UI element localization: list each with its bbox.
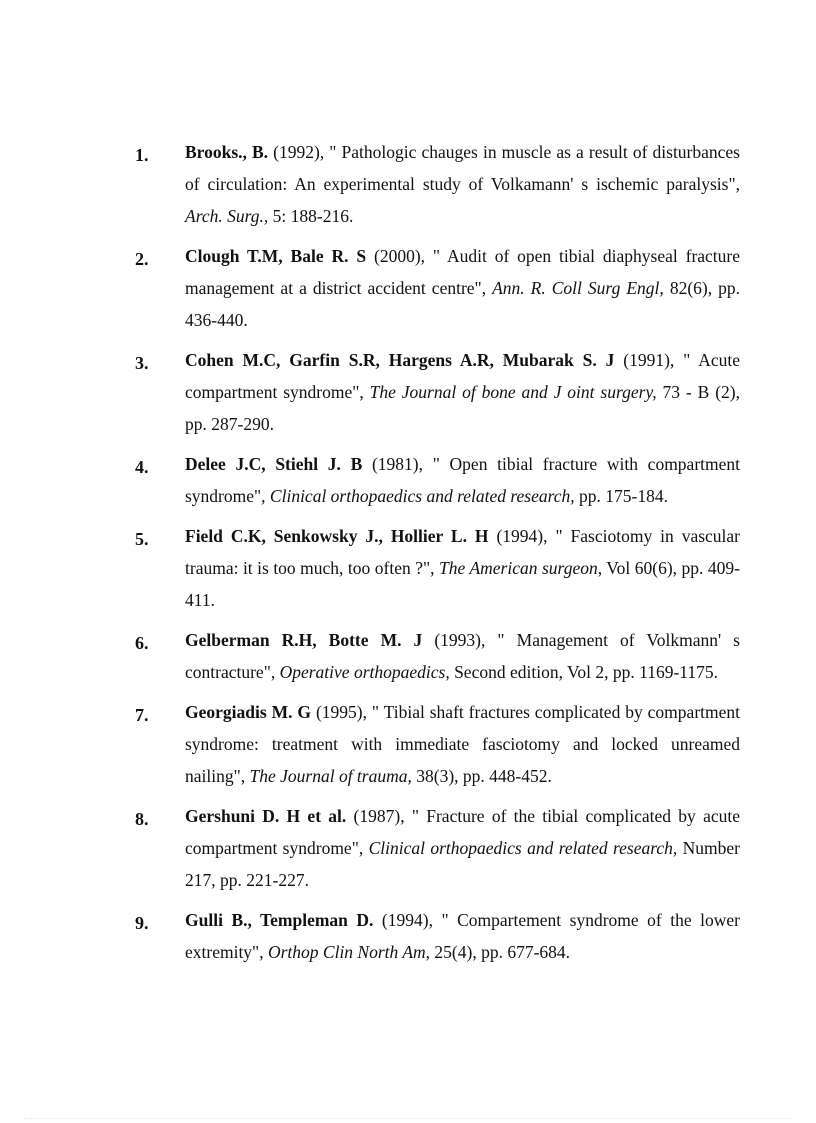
reference-year: (1987), (346, 806, 405, 826)
reference-item (130, 240, 740, 336)
reference-details: pp. 175-184. (574, 486, 668, 506)
reference-title: " Management of Volkmann' s contracture", (185, 630, 740, 682)
reference-number: 3. (135, 353, 149, 373)
reference-title: " Compartement syndrome of the lower extremity", (185, 910, 740, 962)
reference-number: 6. (135, 633, 149, 653)
reference-authors: Field C.K, Senkowsky J., Hollier L. H (185, 526, 489, 546)
reference-text (185, 696, 740, 792)
reference-details: 25(4), pp. 677-684. (430, 942, 571, 962)
reference-text (185, 520, 740, 616)
reference-item (130, 448, 740, 512)
reference-title: " Fracture of the tibial complicated by acute compartment syndrome", (185, 806, 740, 858)
page-bottom-divider (24, 1118, 792, 1119)
reference-title: " Pathologic chauges in muscle as a result of disturbances of circulation: An experimental study of Volkamann' s ischemic paralysis", (185, 142, 740, 194)
reference-text (185, 904, 740, 968)
reference-text (185, 240, 740, 336)
reference-year: (1991), (614, 350, 675, 370)
reference-text (185, 344, 740, 440)
reference-authors: Cohen M.C, Garfin S.R, Hargens A.R, Mubarak S. J (185, 350, 615, 370)
reference-authors: Clough T.M, Bale R. S (185, 246, 367, 266)
reference-details: Second edition, Vol 2, pp. 1169-1175. (449, 662, 719, 682)
reference-year: (1995), (311, 702, 367, 722)
reference-number: 8. (135, 809, 149, 829)
reference-item (130, 904, 740, 968)
reference-journal: Ann. R. Coll Surg Engl, (492, 278, 664, 298)
reference-item (130, 696, 740, 792)
reference-item (130, 520, 740, 616)
reference-year: (2000), (366, 246, 426, 266)
reference-title: " Tibial shaft fractures complicated by compartment syndrome: treatment with immediate fasciotomy and locked unreamed nailing", (185, 702, 740, 786)
reference-details: Vol 60(6), pp. 409-411. (185, 558, 740, 610)
reference-number: 7. (135, 705, 149, 725)
reference-number: 2. (135, 249, 149, 269)
reference-year: (1993), (422, 630, 486, 650)
reference-title: " Audit of open tibial diaphyseal fracture management at a district accident centre", (185, 246, 741, 298)
reference-journal: The Journal of trauma, (249, 766, 412, 786)
reference-details: 82(6), pp. 436-440. (185, 278, 740, 330)
reference-journal: Orthop Clin North Am, (267, 942, 431, 962)
reference-journal: Arch. Surg., (185, 206, 269, 226)
reference-journal: Clinical orthopaedics and related research, (368, 838, 678, 858)
reference-authors: Georgiadis M. G (185, 702, 312, 722)
reference-item (130, 344, 740, 440)
reference-text (185, 448, 740, 512)
reference-authors: Delee J.C, Stiehl J. B (185, 454, 363, 474)
reference-authors: Gershuni D. H et al. (185, 806, 347, 826)
reference-item (130, 800, 740, 896)
reference-text (185, 624, 740, 688)
reference-title: " Acute compartment syndrome", (185, 350, 741, 402)
reference-year: (1992), (268, 142, 325, 162)
reference-title: " Open tibial fracture with compartment syndrome", (185, 454, 741, 506)
reference-number: 5. (135, 529, 149, 549)
reference-list (130, 136, 740, 976)
reference-text (185, 136, 740, 232)
reference-journal: The Journal of bone and J oint surgery, (369, 382, 657, 402)
reference-number: 9. (135, 913, 149, 933)
reference-authors: Gulli B., Templeman D. (185, 910, 374, 930)
reference-details: 73 - B (2), pp. 287-290. (185, 382, 740, 434)
reference-year: (1981), (362, 454, 424, 474)
reference-details: 38(3), pp. 448-452. (411, 766, 552, 786)
reference-details: Number 217, pp. 221-227. (185, 838, 740, 890)
reference-journal: Clinical orthopaedics and related research, (269, 486, 575, 506)
reference-year: (1994), (488, 526, 548, 546)
reference-number: 1. (135, 145, 149, 165)
reference-authors: Brooks., B. (185, 142, 269, 162)
reference-year: (1994), (373, 910, 433, 930)
reference-text (185, 800, 740, 896)
reference-item (130, 624, 740, 688)
reference-journal: Operative orthopaedics, (279, 662, 450, 682)
reference-number: 4. (135, 457, 149, 477)
reference-authors: Gelberman R.H, Botte M. J (185, 630, 423, 650)
reference-journal: The American surgeon, (439, 558, 603, 578)
reference-details: 5: 188-216. (268, 206, 354, 226)
reference-item (130, 136, 740, 232)
reference-title: " Fasciotomy in vascular trauma: it is too much, too often ?", (185, 526, 740, 578)
